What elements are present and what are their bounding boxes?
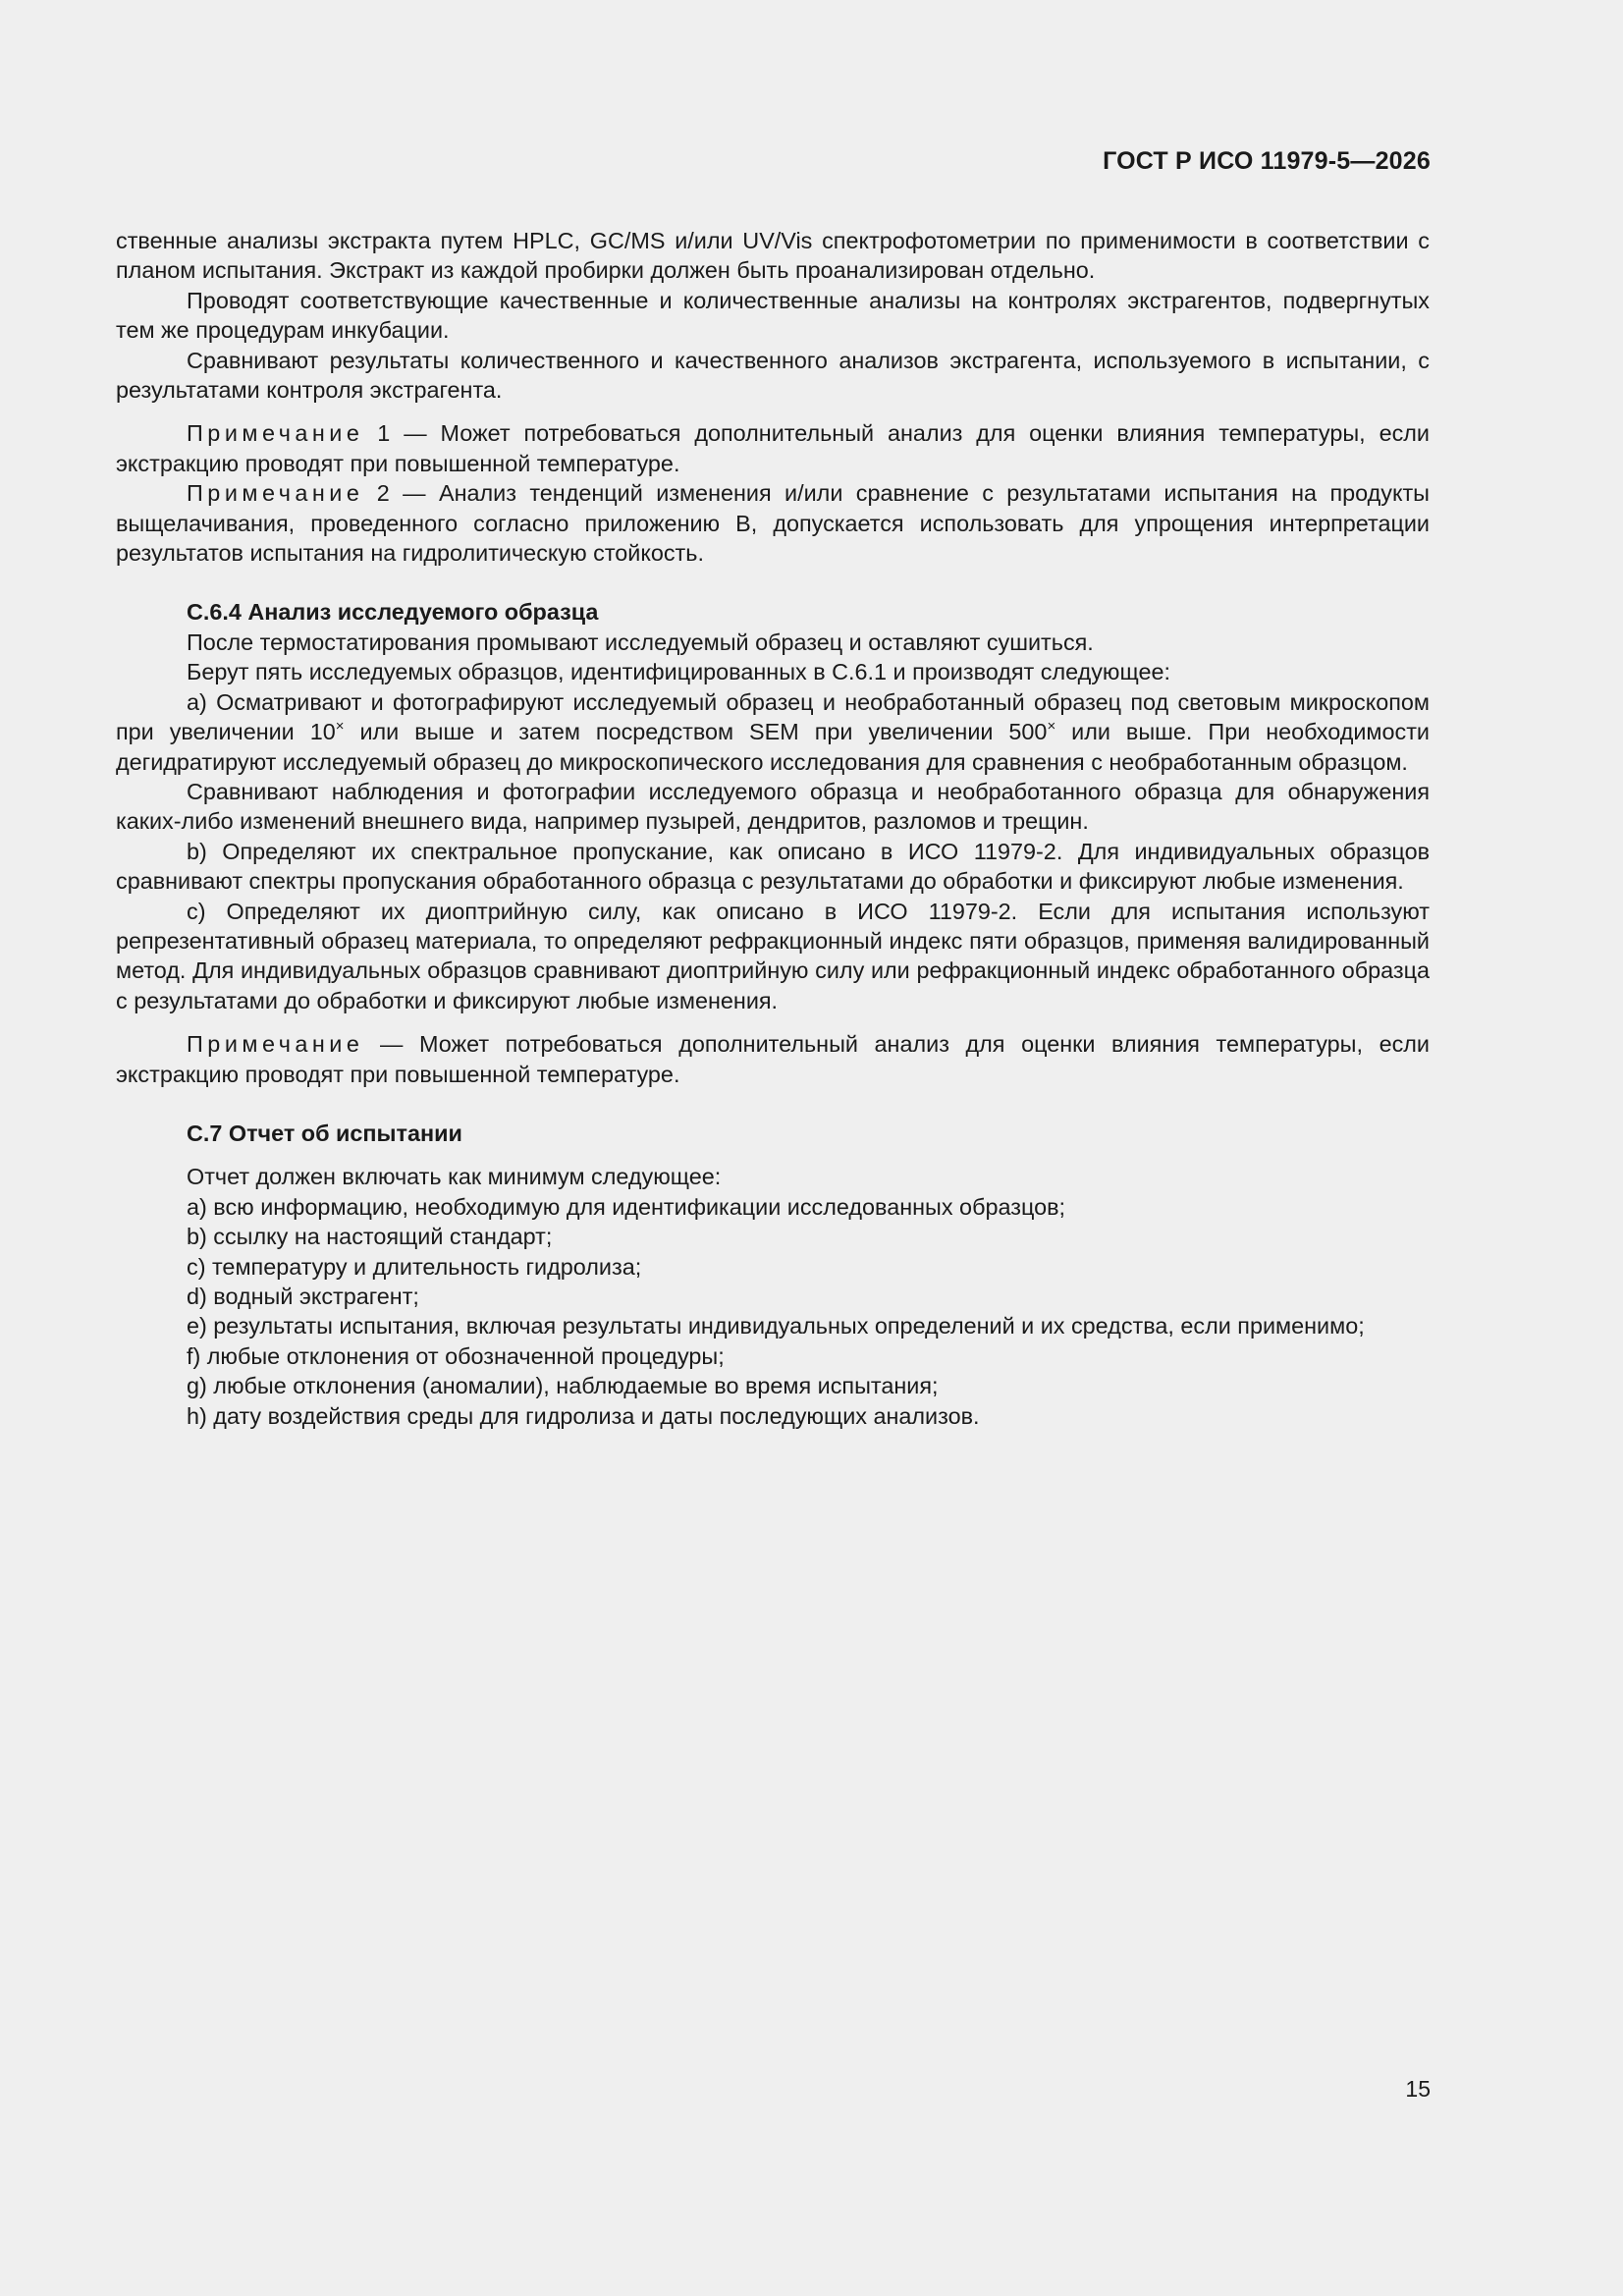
section-heading-c7: С.7 Отчет об испытании (187, 1120, 462, 1146)
list-item: a) всю информацию, необходимую для идентификации исследованных образцов; (187, 1193, 1066, 1220)
paragraph: Берут пять исследуемых образцов, идентифицированных в С.6.1 и производят следующее: (187, 659, 1170, 685)
paragraph: Проводят соответствующие качественные и количественные анализы на контролях экстрагентов, подвергнутых тем же процедурам инкубации. (116, 287, 1430, 344)
note-label: Примечание (187, 1031, 364, 1058)
list-item: h) дату воздействия среды для гидролиза и даты последующих анализов. (187, 1402, 980, 1429)
note-2 (116, 478, 1430, 568)
list-item: f) любые отклонения от обозначенной процедуры; (187, 1342, 725, 1369)
list-item: b) ссылку на настоящий стандарт; (187, 1224, 553, 1250)
note-1 (116, 418, 1430, 478)
paragraph-item-c: c) Определяют их диоптрийную силу, как описано в ИСО 11979-2. Если для испытания используют репрезентативный образец материала, то определяют рефракционный индекс пяти образцов, применяя валидированный метод. Для индивидуальных образцов сравнивают диоптрийную силу или рефракционный индекс обработанного образца с результатами до обработки и фиксируют любые изменения. (116, 898, 1430, 1013)
document-body (116, 226, 1430, 1431)
list-item: e) результаты испытания, включая результаты индивидуальных определений и их средства, если применимо; (187, 1313, 1365, 1339)
paragraph-item-a: a) Осматривают и фотографируют исследуемый образец и необработанный образец под световым микроскопом при увеличении 10× или выше и затем посредством SEM при увеличении 500× или выше. При необходимости дегидратируют исследуемый образец до микроскопического исследования для сравнения с необработанным образцом. (116, 688, 1430, 775)
section-heading-c64: С.6.4 Анализ исследуемого образца (187, 599, 599, 626)
note-3 (116, 1029, 1430, 1089)
paragraph: Сравнивают наблюдения и фотографии исследуемого образца и необработанного образца для обнаружения каких-либо изменений внешнего вида, например пузырей, дендритов, разломов и трещин. (116, 778, 1430, 835)
page-number: 15 (1405, 2076, 1431, 2102)
paragraph: После термостатирования промывают исследуемый образец и оставляют сушиться. (187, 629, 1094, 655)
note-text: — Может потребоваться дополнительный анализ для оценки влияния температуры, если экстракцию проводят при повышенной температуре. (116, 1031, 1430, 1087)
paragraph: Отчет должен включать как минимум следующее: (187, 1164, 722, 1190)
paragraph: Сравнивают результаты количественного и качественного анализов экстрагента, используемого в испытании, с результатами контроля экстрагента. (116, 347, 1430, 404)
document-header: ГОСТ Р ИСО 11979-5—2026 (1103, 147, 1431, 175)
list-item: d) водный экстрагент; (187, 1284, 419, 1309)
note-text: 2 — Анализ тенденций изменения и/или сравнение с результатами испытания на продукты выщелачивания, проведенного согласно приложению В, допускается использовать для упрощения интерпретации результатов испытания на гидролитическую стойкость. (116, 480, 1430, 567)
note-text: 1 — Может потребоваться дополнительный анализ для оценки влияния температуры, если экстракцию проводят при повышенной температуре. (116, 420, 1430, 476)
note-label: Примечание (187, 480, 364, 507)
list-item: g) любые отклонения (аномалии), наблюдаемые во время испытания; (187, 1373, 939, 1399)
note-label: Примечание (187, 420, 364, 447)
paragraph-item-b: b) Определяют их спектральное пропускание, как описано в ИСО 11979-2. Для индивидуальных образцов сравнивают спектры пропускания обработанного образца с результатами до обработки и фиксируют любые изменения. (116, 838, 1430, 895)
paragraph: ственные анализы экстракта путем HPLC, GC/MS и/или UV/Vis спектрофотометрии по применимости в соответствии с планом испытания. Экстракт из каждой пробирки должен быть проанализирован отдельно. (116, 228, 1430, 284)
list-item: c) температуру и длительность гидролиза; (187, 1253, 642, 1280)
